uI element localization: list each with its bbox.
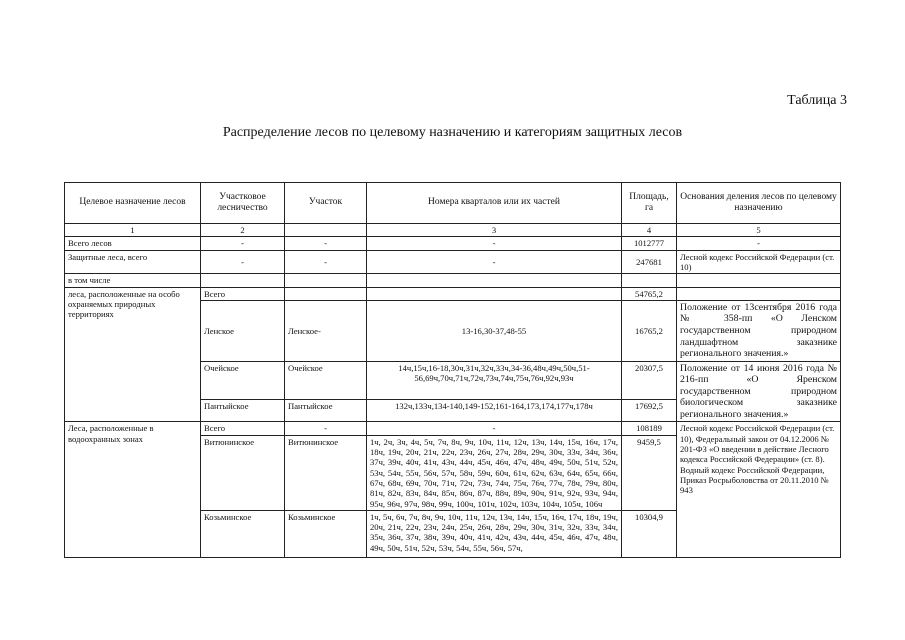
quarters-cell: 1ч, 2ч, 3ч, 4ч, 5ч, 7ч, 8ч, 9ч, 10ч, 11ч, 12ч, 13ч, 14ч, 15ч, 16ч, 17ч, 18ч, 19ч, 20ч, 21ч, 22ч, 23ч, 26ч, 27ч, 28ч, 29ч, 30ч, 33ч, 34ч, 36ч, 37ч, 39ч, 40ч, 41ч, 43ч, 44ч, 45ч, 46ч, 47ч, 48ч, 49ч, 50ч, 51ч, 52ч, 53ч, 54ч, 55ч, 56ч, 57ч, 58ч, 59ч, 60ч, 61ч, 62ч, 63ч, 64ч, 65ч, 66ч, 67ч, 68ч, 69ч, 70ч, 71ч, 72ч, 73ч, 74ч, 75ч, 76ч, 77ч, 78ч, 79ч, 80ч, 81ч, 82ч, 83ч, 84ч, 85ч, 86ч, 87ч, 88ч, 89ч, 90ч, 91ч, 92ч, 93ч, 94ч, 95ч, 96ч, 97ч, 98ч, 99ч, 100ч, 101ч, 102ч, 103ч, 104ч, 105ч, 106ч (367, 435, 622, 510)
area-cell: 9459,5 (622, 435, 677, 510)
column-number: 5 (677, 224, 841, 237)
purpose-cell: Леса, расположенные в водоохранных зонах (65, 422, 201, 558)
plot-cell: Очейское (285, 361, 367, 400)
quarters-cell: - (367, 237, 622, 250)
area-cell: 20307,5 (622, 361, 677, 400)
purpose-cell: в том числе (65, 274, 201, 287)
plot-cell: Витюнинское (285, 435, 367, 510)
plot-cell: Козьминское (285, 510, 367, 557)
table-header-row (65, 183, 841, 224)
quarters-cell: - (367, 422, 622, 435)
header-cell: Целевое назначение лесов (65, 183, 201, 224)
column-number: 2 (201, 224, 285, 237)
area-cell: 1012777 (622, 237, 677, 250)
quarters-cell (367, 510, 622, 557)
quarters-cell: 132ч,133ч,134-140,149-152,161-164,173,174,177ч,178ч (367, 400, 622, 422)
column-number: 1 (65, 224, 201, 237)
forestry-cell: Всего (201, 287, 285, 300)
header-cell: Участок (285, 183, 367, 224)
area-cell: 247681 (622, 250, 677, 274)
forestry-cell: Очейское (201, 361, 285, 400)
column-number-row (65, 224, 841, 237)
plot-cell: - (285, 237, 367, 250)
forestry-cell: - (201, 237, 285, 250)
column-number: 3 (367, 224, 622, 237)
table-caption: Таблица 3 (787, 93, 847, 108)
quarters-cell: - (367, 250, 622, 274)
purpose-cell: Защитные леса, всего (65, 250, 201, 274)
forestry-cell: Ленское (201, 300, 285, 361)
quarters-text: 1ч, 5ч, 6ч, 7ч, 8ч, 9ч, 10ч, 11ч, 12ч, 13ч, 14ч, 15ч, 16ч, 17ч, 18ч, 19ч, 20ч, 21ч, 22ч, 23ч, 24ч, 25ч, 26ч, 28ч, 29ч, 30ч, 31ч, 32ч, 33ч, 34ч, 35ч, 36ч, 37ч, 38ч, 39ч, 40ч, 41ч, 42ч, 43ч, 44ч, 45ч, 46ч, 47ч, 48ч, 49ч, 50ч, 51ч, 52ч, 53ч, 54ч, 55ч, 56ч, 57ч, (370, 511, 618, 553)
header-cell: Основания деления лесов по целевому назначению (677, 183, 841, 224)
basis-cell: Положение от 14 июня 2016 года № 216-пп «О Яренском государственном природном биологическом заказнике регионального значения.» (677, 361, 841, 422)
table-row-protective (65, 250, 841, 274)
table-row-including (65, 274, 841, 287)
forestry-cell: Козьминское (201, 510, 285, 557)
basis-cell: Положение от 13сентября 2016 года № 358-пп «О Ленском государственном природном ландшафтном заказнике регионального значения.» (677, 300, 841, 361)
area-cell: 108189 (622, 422, 677, 435)
forestry-cell: - (201, 250, 285, 274)
forest-distribution-table (64, 182, 841, 558)
basis-cell: Лесной кодекс Российской Федерации (ст. 10), Федеральный закон от 04.12.2006 № 201-ФЗ «О введении в действие Лесного кодекса Российской Федерации» (ст. 8). Водный кодекс Российской Федерации, Приказ Росрыболовства от 20.11.2010 № 943 (677, 422, 841, 558)
area-cell: 10304,9 (622, 510, 677, 557)
plot-cell: Ленское- (285, 300, 367, 361)
quarters-cell: 13-16,30-37,48-55 (367, 300, 622, 361)
header-cell: Площадь, га (622, 183, 677, 224)
forestry-cell: Пантыйское (201, 400, 285, 422)
purpose-cell: Всего лесов (65, 237, 201, 250)
forestry-cell: Витюнинское (201, 435, 285, 510)
plot-cell: - (285, 250, 367, 274)
basis-cell: Лесной кодекс Российской Федерации (ст. 10) (677, 250, 841, 274)
purpose-cell: леса, расположенные на особо охраняемых природных территориях (65, 287, 201, 422)
page-title: Распределение лесов по целевому назначению и категориям защитных лесов (222, 125, 683, 140)
area-cell: 17692,5 (622, 400, 677, 422)
table-row-total (65, 237, 841, 250)
header-cell: Участковое лесничество (201, 183, 285, 224)
column-number: 4 (622, 224, 677, 237)
area-cell: 54765,2 (622, 287, 677, 300)
forestry-cell: Всего (201, 422, 285, 435)
quarters-cell: 14ч,15ч,16-18,30ч,31ч,32ч,33ч,34-36,48ч,49ч,50ч,51-56,69ч,70ч,71ч,72ч,73ч,74ч,75ч,76ч,92ч,93ч (367, 361, 622, 400)
basis-cell: - (677, 237, 841, 250)
plot-cell: Пантыйское (285, 400, 367, 422)
header-cell: Номера кварталов или их частей (367, 183, 622, 224)
table-row-water-total (65, 422, 841, 435)
table-row-oopt-total (65, 287, 841, 300)
column-number-empty (285, 224, 367, 237)
plot-cell: - (285, 422, 367, 435)
area-cell: 16765,2 (622, 300, 677, 361)
